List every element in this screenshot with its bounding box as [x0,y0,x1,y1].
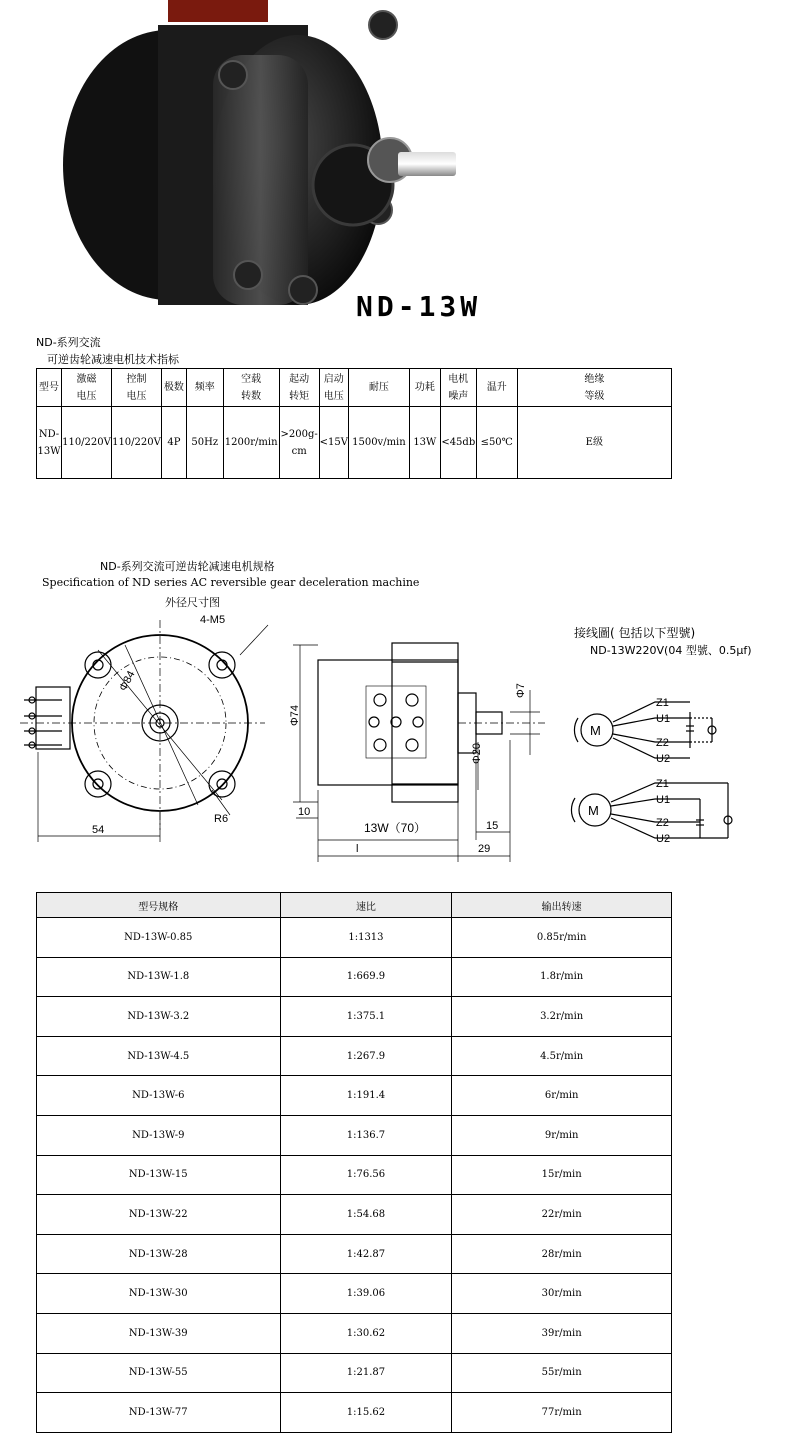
terminal-z1-1: Z1 [656,697,669,709]
spec-header-cell: 控制 电压 [111,369,161,407]
table-row [37,1115,672,1155]
ratio-cell: ND-13W-28 [37,1234,281,1274]
spec-cell: 1500v/min [348,407,409,479]
ratio-cell: 77r/min [452,1393,672,1433]
label-diameter7: Φ7 [515,683,527,698]
ratio-cell: 1:39.06 [280,1274,452,1314]
spec-cell: 13W [409,407,440,479]
terminal-u2-1: U2 [656,753,671,765]
ratio-cell: ND-13W-39 [37,1313,281,1353]
table-row [37,1036,672,1076]
spec-caption-line1: ND-系列交流 [36,336,101,349]
ratio-cell: ND-13W-30 [37,1274,281,1314]
model-title: ND-13W [356,290,482,323]
spec-cell: <15V [319,407,348,479]
ratio-cell: 1:191.4 [280,1076,452,1116]
ratio-header-row [37,893,672,918]
ratio-cell: ND-13W-1.8 [37,957,281,997]
spec-cell: 4P [161,407,186,479]
spec-cell: E级 [517,407,671,479]
label-len-l: l [356,843,359,855]
ratio-cell: ND-13W-22 [37,1195,281,1235]
spec-cell: ND- 13W [37,407,62,479]
table-row [37,997,672,1037]
spec-cell: 1200r/min [223,407,279,479]
table-row [37,1195,672,1235]
spec-table [36,368,672,479]
ratio-cell: 1:42.87 [280,1234,452,1274]
ratio-cell: 1:15.62 [280,1393,452,1433]
spec-cell: 110/220V [61,407,111,479]
table-row [37,1353,672,1393]
table-row [37,1274,672,1314]
dimension-caption-cn: ND-系列交流可逆齿轮减速电机规格 [100,560,275,573]
terminal-z2-1: Z2 [656,737,669,749]
label-width54: 54 [92,824,105,836]
spec-header-cell: 功耗 [409,369,440,407]
spec-data-row [37,407,672,479]
ratio-cell: 39r/min [452,1313,672,1353]
ratio-cell: 4.5r/min [452,1036,672,1076]
ratio-cell: ND-13W-4.5 [37,1036,281,1076]
label-len29: 29 [478,843,491,855]
ratio-cell: 9r/min [452,1115,672,1155]
ratio-cell: 1:267.9 [280,1036,452,1076]
ratio-cell: ND-13W-9 [37,1115,281,1155]
ratio-header-cell: 输出转速 [452,893,672,918]
spec-header-cell: 电机 噪声 [440,369,476,407]
table-row [37,1313,672,1353]
motor-symbol-2: M [588,803,599,818]
wiring-subtitle: ND-13W220V(04 型號、0.5μf) [590,644,752,657]
ratio-cell: 15r/min [452,1155,672,1195]
terminal-z2-2: Z2 [656,817,669,829]
ratio-cell: 55r/min [452,1353,672,1393]
spec-header-cell: 型号 [37,369,62,407]
label-diameter74: Φ74 [289,704,301,726]
spec-header-cell: 耐压 [348,369,409,407]
motor-symbol-1: M [590,723,601,738]
terminal-u1-1: U1 [656,713,671,725]
table-row [37,1393,672,1433]
ratio-cell: ND-13W-77 [37,1393,281,1433]
ratio-header-cell: 型号规格 [37,893,281,918]
spec-cell: <45db [440,407,476,479]
label-body: 13W（70） [364,821,427,835]
label-len15: 15 [486,820,499,832]
ratio-cell: 1:30.62 [280,1313,452,1353]
ratio-cell: ND-13W-6 [37,1076,281,1116]
spec-header-cell: 绝缘 等级 [517,369,671,407]
wiring-title: 接线圖( 包括以下型號) [574,626,696,640]
table-row [37,1076,672,1116]
spec-cell: 50Hz [186,407,223,479]
table-row [37,957,672,997]
spec-header-row [37,369,672,407]
ratio-cell: 1:54.68 [280,1195,452,1235]
label-diameter20: Φ20 [471,742,483,764]
spec-header-cell: 启动 电压 [319,369,348,407]
spec-header-cell: 极数 [161,369,186,407]
spec-header-cell: 空载 转数 [223,369,279,407]
ratio-cell: 1:21.87 [280,1353,452,1393]
ratio-cell: 1:669.9 [280,957,452,997]
terminal-u2-2: U2 [656,833,671,845]
label-len10: 10 [298,806,311,818]
label-holes: 4-M5 [200,614,226,626]
ratio-cell: 1:136.7 [280,1115,452,1155]
terminal-z1-2: Z1 [656,778,669,790]
ratio-cell: ND-13W-15 [37,1155,281,1195]
label-radius: R6 [214,813,229,825]
spec-header-cell: 温升 [476,369,517,407]
spec-header-cell: 频率 [186,369,223,407]
table-row [37,1234,672,1274]
spec-header-cell: 激磁 电压 [61,369,111,407]
table-row [37,918,672,958]
ratio-cell: 3.2r/min [452,997,672,1037]
spec-cell: 110/220V [111,407,161,479]
ratio-cell: 1:1313 [280,918,452,958]
ratio-cell: ND-13W-0.85 [37,918,281,958]
ratio-header-cell: 速比 [280,893,452,918]
spec-cell: ≤50℃ [476,407,517,479]
ratio-cell: 30r/min [452,1274,672,1314]
ratio-cell: 1:375.1 [280,997,452,1037]
spec-header-cell: 起动 转矩 [279,369,319,407]
ratio-cell: ND-13W-55 [37,1353,281,1393]
spec-cell: >200g- cm [279,407,319,479]
ratio-cell: 1.8r/min [452,957,672,997]
ratio-cell: 28r/min [452,1234,672,1274]
dimension-caption-en: Specification of ND series AC reversible gear deceleration machine [42,576,420,589]
ratio-table [36,892,672,1433]
ratio-cell: 6r/min [452,1076,672,1116]
ratio-cell: 1:76.56 [280,1155,452,1195]
dimension-drawing [0,605,800,870]
motor-photo [48,0,478,330]
ratio-cell: 0.85r/min [452,918,672,958]
ratio-cell: 22r/min [452,1195,672,1235]
dimension-caption-sub: 外径尺寸图 [165,596,220,609]
label-diameter84: Φ84 [117,668,138,694]
ratio-cell: ND-13W-3.2 [37,997,281,1037]
spec-caption-line2: 可逆齿轮减速电机技术指标 [47,353,179,366]
terminal-u1-2: U1 [656,794,671,806]
table-row [37,1155,672,1195]
